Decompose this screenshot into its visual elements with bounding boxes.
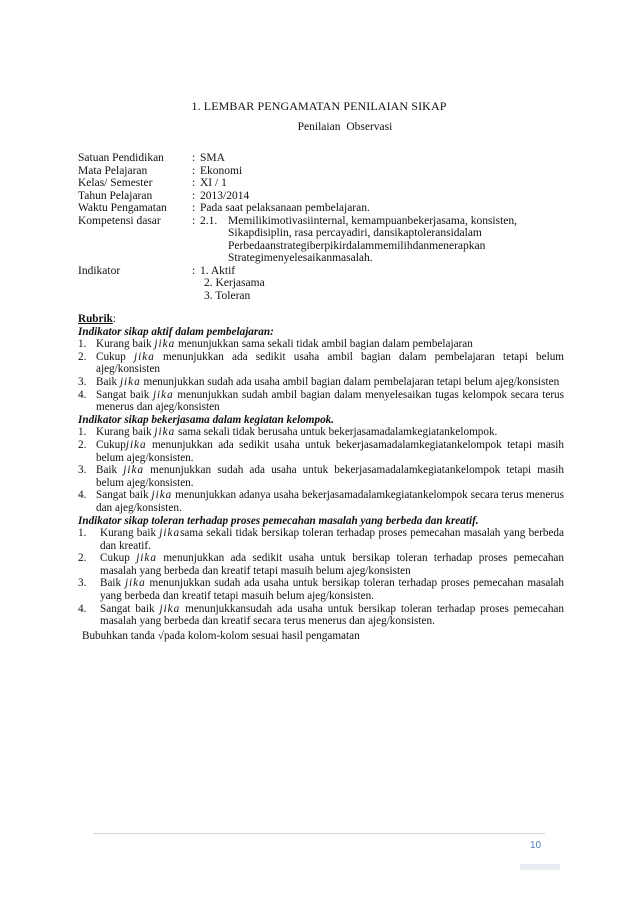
kompetensi-line: Memilikimotivasiinternal, kemampuanbekerjasama, konsisten, <box>228 214 518 227</box>
item-level: Cukup <box>96 438 126 451</box>
footer-mark <box>520 864 560 870</box>
item-keyword: jika <box>159 602 181 615</box>
list-item <box>78 439 564 464</box>
item-description: menunjukkan ada sedikit usaha untuk bekerjasamadalamkegiatankelompok tetapi masih belum ajeg/konsisten. <box>96 438 564 464</box>
list-item <box>78 577 564 602</box>
footer-divider <box>93 833 545 834</box>
item-description: menunjukkan adanya usaha bekerjasamadalamkegiatankelompok secara terus menerus dan ajeg/konsisten. <box>96 489 564 514</box>
item-number: 2. <box>78 552 87 565</box>
list-item <box>78 489 564 514</box>
item-number: 1. <box>78 527 87 540</box>
item-number: 2. <box>78 350 87 363</box>
list-item <box>78 351 564 376</box>
info-label: Kelas/ Semester <box>78 177 153 189</box>
item-text <box>100 552 564 577</box>
info-separator: : <box>192 164 196 177</box>
item-description: menunjukkan ada sedikit usaha ambil bagian dalam pembelajaran tetapi belum ajeg/konsisten <box>96 350 564 376</box>
item-keyword: jika <box>152 388 174 401</box>
item-level: Sangat baik <box>96 489 152 502</box>
info-value: Ekonomi <box>200 164 243 177</box>
item-description: menunjukkan sudah ada usaha untuk bersikap toleran terhadap proses pemecahan masalah yang berbeda dan kreatif tetapi masuih belum ajeg/konsisten. <box>100 577 564 603</box>
info-separator: : <box>192 202 196 214</box>
info-label: Indikator <box>78 264 121 277</box>
list-item <box>78 464 564 489</box>
item-level: Cukup <box>100 552 137 565</box>
identity-table <box>78 152 568 302</box>
info-separator: : <box>192 177 196 189</box>
item-number: 4. <box>78 489 87 502</box>
item-text <box>100 527 564 552</box>
item-text <box>96 464 564 489</box>
info-row <box>78 152 568 165</box>
item-text <box>96 338 564 351</box>
item-keyword: jika <box>154 426 176 439</box>
instruction-text: Bubuhkan tanda √pada kolom-kolom sesuai hasil pengamatan <box>82 629 360 642</box>
item-number: 2. <box>78 438 87 451</box>
info-row <box>78 165 568 178</box>
item-keyword: jika <box>124 577 146 590</box>
rubrik-colon: : <box>112 313 116 325</box>
kompetensi-row <box>78 215 568 265</box>
info-separator: : <box>192 189 196 202</box>
item-keyword: jika <box>134 350 155 363</box>
rubrik-heading: Rubrik <box>78 313 113 325</box>
info-separator: : <box>192 152 196 164</box>
item-level: Sangat baik <box>100 602 160 615</box>
item-text <box>96 439 564 464</box>
item-number: 3. <box>78 577 87 590</box>
section-title-toleran: Indikator sikap toleran terhadap proses pemecahan masalah yang berbeda dan kreatif. <box>78 514 479 527</box>
info-label: Mata Pelajaran <box>78 164 148 177</box>
indikator-list <box>200 265 568 303</box>
page-title: 1. LEMBAR PENGAMATAN PENILAIAN SIKAP <box>191 99 447 113</box>
info-row <box>78 202 568 215</box>
item-level: Baik <box>96 375 120 388</box>
info-value: 2013/2014 <box>200 189 250 202</box>
indikator-item: 2. Kerjasama <box>204 277 265 289</box>
item-text <box>96 376 564 389</box>
list-item <box>78 376 564 389</box>
item-number: 3. <box>78 375 87 388</box>
item-text <box>96 389 564 414</box>
list-item <box>78 389 564 414</box>
item-description: sama sekali tidak berusaha untuk bekerjasamadalamkegiatankelompok. <box>175 426 498 439</box>
indikator-item: 1. Aktif <box>200 264 236 277</box>
item-keyword: jika <box>123 464 145 477</box>
kompetensi-line: Sikapdisiplin, rasa percayadiri, dansikaptoleransidalam <box>228 227 482 239</box>
kompetensi-number: 2.1. <box>200 214 218 227</box>
info-separator: : <box>192 214 196 227</box>
info-label: Kompetensi dasar <box>78 214 161 227</box>
item-keyword: jika <box>159 527 181 540</box>
info-row <box>78 190 568 203</box>
item-text <box>96 351 564 376</box>
list-item <box>78 527 564 552</box>
item-text <box>100 603 564 628</box>
page-number: 10 <box>530 840 542 851</box>
item-description: menunjukkan sudah ambil bagian dalam menyelesaikan tugas kelompok secara terus menerus dan ajeg/konsisten <box>96 388 564 414</box>
item-keyword: jika <box>151 489 173 502</box>
info-value: SMA <box>200 152 225 164</box>
kompetensi-value <box>200 215 568 265</box>
info-label: Satuan Pendidikan <box>78 152 164 164</box>
item-text <box>96 426 564 439</box>
info-value: Pada saat pelaksanaan pembelajaran. <box>200 202 370 214</box>
rubrik-section <box>78 313 564 642</box>
rubrik-heading-line <box>78 313 564 326</box>
page-subtitle: Penilaian Observasi <box>297 121 393 133</box>
item-level: Kurang baik <box>96 426 155 439</box>
item-level: Kurang baik <box>100 527 160 540</box>
item-number: 4. <box>78 388 87 401</box>
item-text <box>96 489 564 514</box>
item-description: sama sekali tidak bersikap toleran terhadap proses pemecahan masalah yang berbeda dan kreatif. <box>100 527 564 552</box>
info-separator: : <box>192 264 196 277</box>
item-number: 4. <box>78 602 87 615</box>
item-description: menunjukkan sama sekali tidak ambil bagian dalam pembelajaran <box>175 338 473 351</box>
item-number: 1. <box>78 426 87 439</box>
item-text <box>100 577 564 602</box>
item-description: menunjukkansudah ada usaha untuk bersikap toleran terhadap proses pemecahan masalah yang berbeda dan kreatif secara terus menerus dan ajeg/konsisten. <box>100 602 564 628</box>
list-item <box>78 603 564 628</box>
section-title-kerjasama: Indikator sikap bekerjasama dalam kegiatan kelompok. <box>78 413 335 426</box>
info-row <box>78 177 568 190</box>
item-keyword: jika <box>119 375 141 388</box>
item-keyword: jika <box>154 338 176 351</box>
item-description: menunjukkan sudah ada usaha untuk bekerjasamadalamkegiatankelompok tetapi masih belum ajeg/konsisten. <box>96 464 564 489</box>
item-keyword: jika <box>136 552 157 565</box>
kompetensi-text <box>228 215 568 265</box>
item-keyword: jika <box>125 438 147 451</box>
item-level: Baik <box>96 464 124 477</box>
kompetensi-line: Perbedaanstrategiberpikirdalammemilihdanmenerapkan <box>228 239 486 252</box>
item-level: Sangat baik <box>96 388 153 401</box>
item-description: menunjukkan sudah ada usaha ambil bagian dalam pembelajaran tetapi belum ajeg/konsisten <box>140 375 560 388</box>
info-label: Tahun Pelajaran <box>78 189 153 202</box>
info-value: XI / 1 <box>200 177 227 189</box>
item-level: Baik <box>100 577 125 590</box>
item-level: Cukup <box>96 350 135 363</box>
list-item <box>78 552 564 577</box>
item-number: 3. <box>78 464 87 477</box>
indikator-item: 3. Toleran <box>204 289 251 302</box>
item-description: menunjukkan ada sedikit usaha untuk bersikap toleran terhadap proses pemecahan masalah yang berbeda dan kreatif tetapi masuih belum ajeg/konsisten <box>100 552 564 577</box>
list-item <box>78 338 564 351</box>
item-level: Kurang baik <box>96 338 155 351</box>
indikator-row <box>78 265 568 303</box>
list-item <box>78 426 564 439</box>
info-label: Waktu Pengamatan <box>78 202 167 214</box>
item-number: 1. <box>78 338 87 351</box>
section-title-aktif: Indikator sikap aktif dalam pembelajaran: <box>78 325 274 338</box>
kompetensi-line: Strategimenyelesaikanmasalah. <box>228 252 373 264</box>
